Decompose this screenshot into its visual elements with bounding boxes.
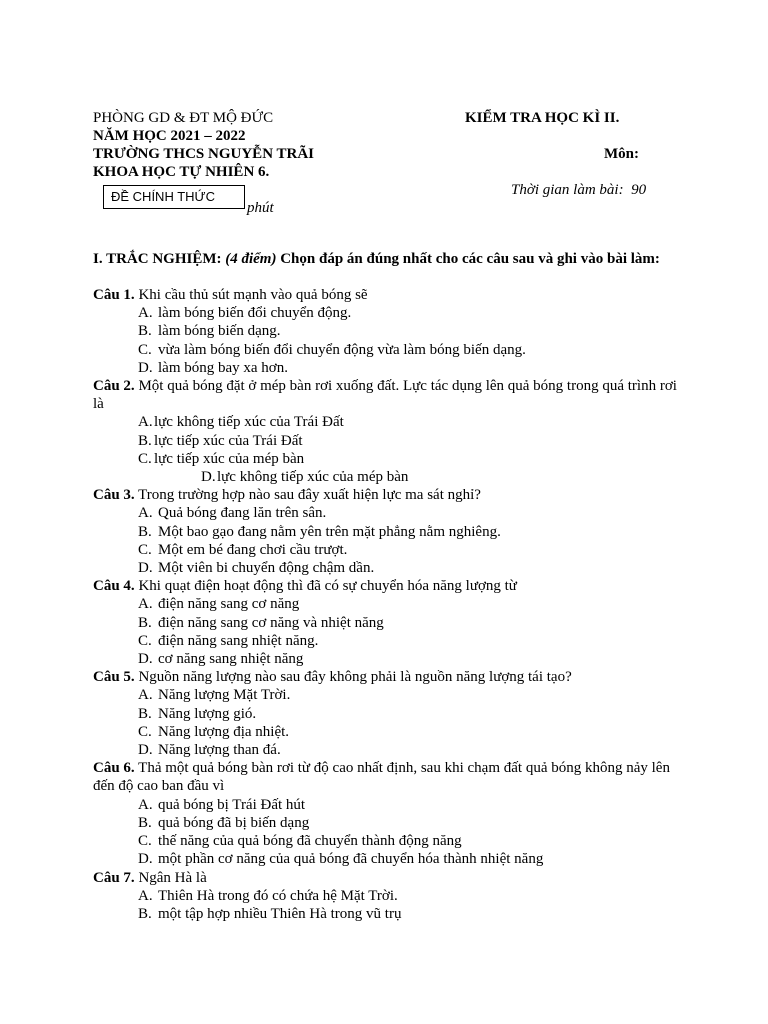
option-text: Năng lượng Mặt Trời.: [158, 687, 291, 704]
question-7: [93, 869, 683, 924]
question-stem: [93, 486, 683, 504]
question-6: [93, 759, 683, 868]
option-letter: C.: [138, 723, 152, 740]
question-text: Ngân Hà là: [138, 869, 207, 886]
question-number: Câu 5.: [93, 669, 135, 686]
question-4: [93, 577, 683, 668]
option-letter: A.: [138, 305, 153, 322]
option-letter: B.: [138, 905, 152, 922]
option-b: [93, 432, 683, 450]
option-text: một tập hợp nhiều Thiên Hà trong vũ trụ: [158, 905, 402, 922]
option-d: [93, 741, 683, 759]
option-text: điện năng sang cơ năng và nhiệt năng: [158, 614, 384, 631]
option-d: [93, 359, 683, 377]
option-d: [93, 650, 683, 668]
option-letter: C.: [138, 833, 152, 850]
time-label: Thời gian làm bài:: [511, 182, 624, 198]
question-number: Câu 4.: [93, 578, 135, 595]
option-text: Năng lượng than đá.: [158, 742, 281, 759]
question-number: Câu 7.: [93, 869, 135, 886]
subject-label: Môn:: [604, 146, 639, 162]
question-5: [93, 668, 683, 759]
option-letter: D.: [138, 560, 153, 577]
section-points: (4 điểm): [225, 251, 277, 267]
question-number: Câu 2.: [93, 378, 135, 395]
option-letter: A.: [138, 796, 153, 813]
option-c: [93, 450, 683, 468]
option-a: [93, 686, 683, 704]
question-number: Câu 1.: [93, 287, 135, 303]
header-year: NĂM HỌC 2021 – 2022: [93, 128, 246, 144]
option-letter: B.: [138, 614, 152, 631]
option-d: [93, 468, 683, 486]
section-title: I. TRẮC NGHIỆM:: [93, 251, 222, 267]
question-stem: [93, 759, 683, 795]
question-list: [93, 286, 683, 923]
option-text: Quả bóng đang lăn trên sân.: [158, 505, 327, 522]
option-text: Một bao gạo đang nằm yên trên mặt phẳng nằm nghiêng.: [158, 523, 501, 540]
option-letter: C.: [138, 341, 152, 358]
option-b: [93, 905, 683, 923]
option-a: [93, 887, 683, 905]
option-letter: C.: [138, 632, 152, 649]
option-text: quả bóng đã bị biến dạng: [158, 814, 310, 831]
option-letter: A.: [138, 414, 153, 431]
option-letter: A.: [138, 596, 153, 613]
header-subject: KHOA HỌC TỰ NHIÊN 6.: [93, 164, 270, 180]
question-text: Thả một quả bóng bàn rơi từ độ cao nhất định, sau khi chạm đất quả bóng không nảy lên đến độ cao ban đầu vì: [93, 760, 670, 795]
option-text: điện năng sang nhiệt năng.: [158, 632, 319, 649]
option-text: cơ năng sang nhiệt năng: [158, 651, 304, 668]
option-text: lực tiếp xúc của Trái Đất: [154, 432, 303, 449]
option-b: [93, 814, 683, 832]
header-dept: PHÒNG GD & ĐT MỘ ĐỨC: [93, 110, 274, 126]
option-a: [93, 304, 683, 322]
section-heading: [93, 250, 673, 268]
option-d: [93, 850, 683, 868]
question-text: Trong trường hợp nào sau đây xuất hiện lực ma sát nghỉ?: [138, 487, 481, 504]
option-text: Năng lượng địa nhiệt.: [158, 723, 290, 740]
option-text: lực không tiếp xúc của mép bàn: [217, 469, 409, 486]
option-c: [93, 541, 683, 559]
option-letter: D.: [138, 851, 153, 868]
option-text: điện năng sang cơ năng: [158, 596, 300, 613]
option-letter: A.: [138, 687, 153, 704]
option-text: một phần cơ năng của quả bóng đã chuyển hóa thành nhiệt năng: [158, 851, 544, 868]
question-stem: [93, 668, 683, 686]
option-c: [93, 832, 683, 850]
question-stem: [93, 577, 683, 595]
option-text: Năng lượng gió.: [158, 705, 257, 722]
option-c: [93, 632, 683, 650]
option-text: lực không tiếp xúc của Trái Đất: [154, 414, 344, 431]
option-text: thế năng của quả bóng đã chuyển thành động năng: [158, 833, 462, 850]
option-b: [93, 523, 683, 541]
option-c: [93, 723, 683, 741]
option-letter: D.: [201, 469, 216, 486]
exam-title: KIỂM TRA HỌC KÌ II.: [465, 110, 620, 126]
option-d: [93, 559, 683, 577]
time-line: [511, 181, 646, 199]
option-text: Một em bé đang chơi cầu trượt.: [158, 541, 348, 558]
question-text: Một quả bóng đặt ở mép bàn rơi xuống đất. Lực tác dụng lên quả bóng trong quá trình rơi là: [93, 378, 677, 413]
option-letter: B.: [138, 814, 152, 831]
question-text: Khi cầu thủ sút mạnh vào quả bóng sẽ: [138, 287, 368, 303]
option-text: làm bóng biến dạng.: [158, 323, 281, 340]
option-letter: A.: [138, 505, 153, 522]
question-number: Câu 3.: [93, 487, 135, 504]
question-1: [93, 286, 683, 377]
option-b: [93, 614, 683, 632]
question-stem: [93, 869, 683, 887]
question-stem: [93, 377, 683, 413]
option-a: [93, 413, 683, 431]
time-unit: phút: [247, 200, 274, 216]
option-b: [93, 322, 683, 340]
option-c: [93, 341, 683, 359]
question-3: [93, 486, 683, 577]
option-letter: B.: [138, 323, 152, 340]
option-letter: C.: [138, 541, 152, 558]
option-letter: D.: [138, 651, 153, 668]
option-text: làm bóng biến đổi chuyển động.: [158, 305, 352, 322]
option-letter: D.: [138, 742, 153, 759]
option-text: lực tiếp xúc của mép bàn: [154, 450, 305, 467]
question-text: Khi quạt điện hoạt động thì đã có sự chuyển hóa năng lượng từ: [138, 578, 517, 595]
option-text: Thiên Hà trong đó có chứa hệ Mặt Trời.: [158, 887, 398, 904]
option-text: Một viên bi chuyển động chậm dần.: [158, 560, 375, 577]
question-text: Nguồn năng lượng nào sau đây không phải là nguồn năng lượng tái tạo?: [138, 669, 572, 686]
option-text: quả bóng bị Trái Đất hút: [158, 796, 306, 813]
option-letter: A.: [138, 887, 153, 904]
section-instruction: Chọn đáp án đúng nhất cho các câu sau và ghi vào bài làm:: [280, 251, 660, 267]
question-2: [93, 377, 683, 486]
question-stem: [93, 286, 683, 304]
option-letter: C.: [138, 450, 152, 467]
option-a: [93, 595, 683, 613]
option-a: [93, 796, 683, 814]
option-text: làm bóng bay xa hơn.: [158, 359, 288, 376]
option-letter: B.: [138, 432, 152, 449]
header-school: TRƯỜNG THCS NGUYỄN TRÃI: [93, 146, 315, 162]
option-text: vừa làm bóng biến đổi chuyển động vừa làm bóng biến dạng.: [158, 341, 526, 358]
official-stamp: ĐỀ CHÍNH THỨC: [103, 185, 245, 209]
option-a: [93, 504, 683, 522]
option-letter: D.: [138, 359, 153, 376]
question-number: Câu 6.: [93, 760, 135, 777]
option-letter: B.: [138, 523, 152, 540]
option-b: [93, 705, 683, 723]
time-value: 90: [631, 182, 647, 198]
option-letter: B.: [138, 705, 152, 722]
